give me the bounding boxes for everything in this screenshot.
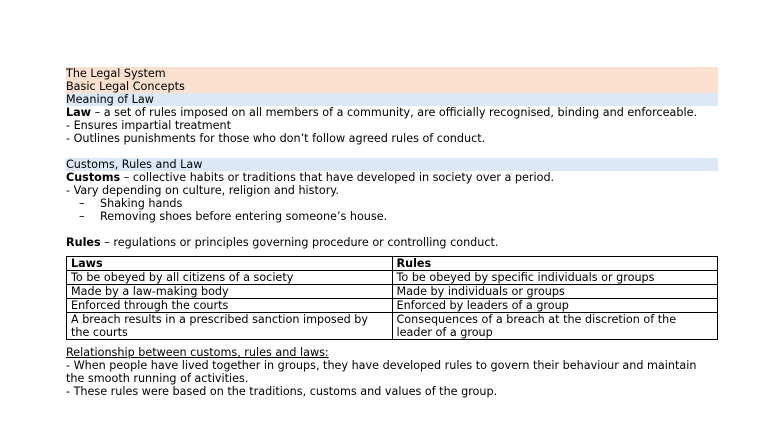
customs-point: - Vary depending on culture, religion and history. [66, 184, 339, 197]
dash-bullet: – [79, 197, 85, 210]
table-header-row [67, 257, 718, 271]
law-definition [66, 106, 718, 119]
dash-bullet: – [79, 210, 85, 223]
table-cell: Enforced by leaders of a group [392, 299, 718, 313]
table-header-rules: Rules [392, 257, 718, 271]
table-cell: Consequences of a breach at the discretion of the leader of a group [392, 313, 718, 340]
law-point: - Outlines punishments for those who don’t follow agreed rules of conduct. [66, 132, 486, 145]
spacer [66, 223, 718, 236]
relationship-heading: Relationship between customs, rules and laws: [66, 346, 329, 359]
example-text: Removing shoes before entering someone’s house. [100, 210, 388, 223]
relationship-point: - When people have lived together in groups, they have developed rules to govern their behaviour and maintain the smooth running of activities. [66, 359, 697, 385]
law-term: Law [66, 106, 92, 119]
document-body [66, 67, 718, 398]
table-cell: Made by a law-making body [67, 285, 393, 299]
table-row [67, 313, 718, 340]
rules-definition-text: – regulations or principles governing procedure or controlling conduct. [100, 236, 499, 249]
rules-definition [66, 236, 718, 249]
table-cell: A breach results in a prescribed sanction imposed by the courts [67, 313, 393, 340]
law-definition-text: – a set of rules imposed on all members of a community, are officially recognised, binding and enforceable. [91, 106, 698, 119]
example-item [66, 210, 718, 223]
table-row [67, 299, 718, 313]
law-point: - Ensures impartial treatment [66, 119, 231, 132]
table-cell: Made by individuals or groups [392, 285, 718, 299]
customs-definition [66, 171, 718, 184]
table-cell: Enforced through the courts [67, 299, 393, 313]
table-cell: To be obeyed by all citizens of a society [67, 271, 393, 285]
customs-definition-text: – collective habits or traditions that have developed in society over a period. [120, 171, 555, 184]
section-heading-meaning-of-law: Meaning of Law [66, 93, 718, 106]
example-text: Shaking hands [100, 197, 183, 210]
table-row [67, 271, 718, 285]
spacer [66, 145, 718, 158]
section-heading-customs-rules-law: Customs, Rules and Law [66, 158, 718, 171]
relationship-point: - These rules were based on the traditions, customs and values of the group. [66, 385, 498, 398]
table-row [67, 285, 718, 299]
page-subtitle: Basic Legal Concepts [66, 80, 718, 93]
example-item [66, 197, 718, 210]
customs-term: Customs [66, 171, 121, 184]
page-title: The Legal System [66, 67, 718, 80]
table-cell: To be obeyed by specific individuals or groups [392, 271, 718, 285]
laws-vs-rules-table [66, 256, 718, 340]
table-header-laws: Laws [67, 257, 393, 271]
rules-term: Rules [66, 236, 101, 249]
